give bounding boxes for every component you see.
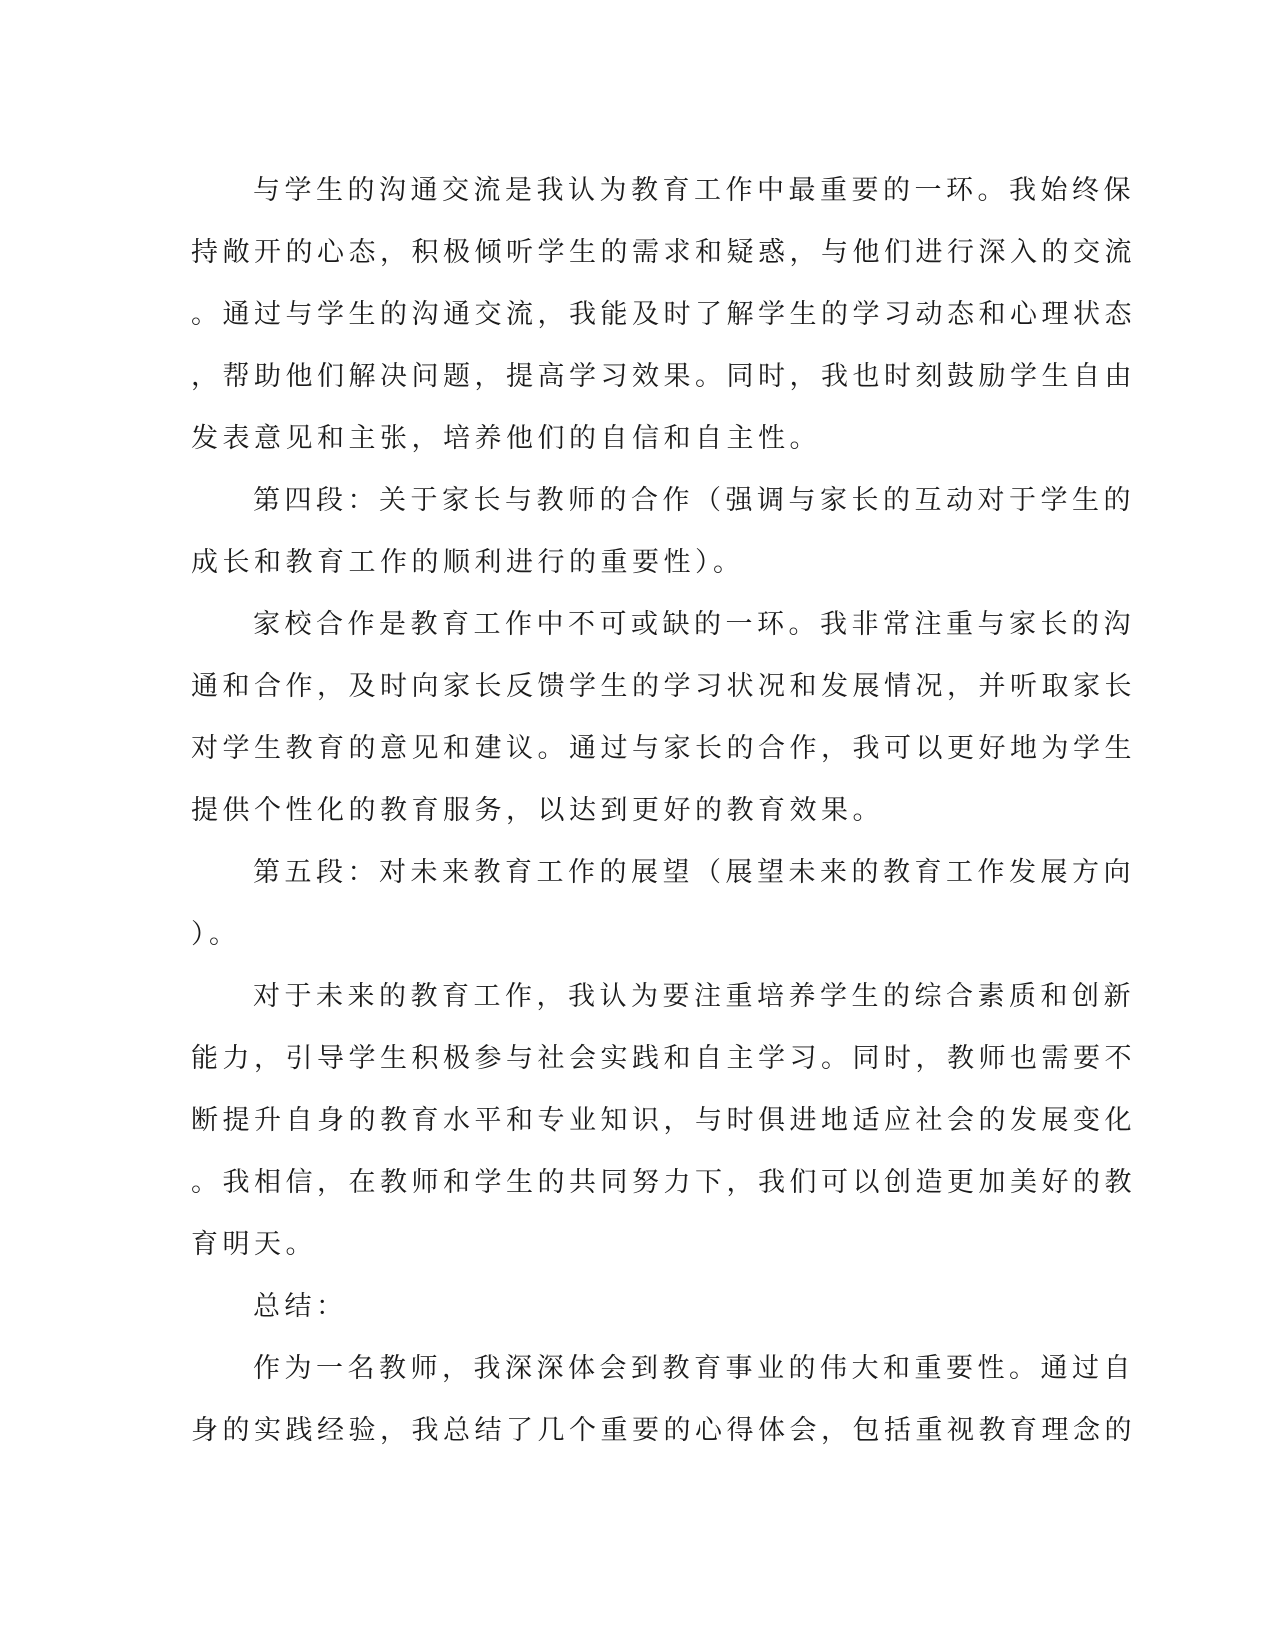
text-line: 提供个性化的教育服务，以达到更好的教育效果。 [191, 795, 884, 826]
text-line: 身的实践经验，我总结了几个重要的心得体会，包括重视教育理念的 [191, 1415, 1136, 1446]
summary-heading [191, 1276, 1086, 1338]
text-line: 对学生教育的意见和建议。通过与家长的合作，我可以更好地为学生 [191, 733, 1136, 764]
section-heading-5 [191, 842, 1135, 966]
text-line: 育明天。 [191, 1229, 317, 1260]
text-line: ，帮助他们解决问题，提高学习效果。同时，我也时刻鼓励学生自由 [191, 361, 1136, 392]
text-line: 作为一名教师，我深深体会到教育事业的伟大和重要性。通过自 [253, 1353, 1135, 1384]
text-line: 与学生的沟通交流是我认为教育工作中最重要的一环。我始终保 [253, 175, 1135, 206]
text-line: 通和合作，及时向家长反馈学生的学习状况和发展情况，并听取家长 [191, 671, 1136, 702]
paragraph-summary [191, 1338, 1136, 1462]
text-line: 第五段：对未来教育工作的展望（展望未来的教育工作发展方向 [253, 857, 1135, 888]
text-line: 。通过与学生的沟通交流，我能及时了解学生的学习动态和心理状态 [191, 299, 1136, 330]
section-heading-4 [191, 470, 1135, 594]
text-line: 。我相信，在教师和学生的共同努力下，我们可以创造更加美好的教 [191, 1167, 1136, 1198]
text-line: 断提升自身的教育水平和专业知识，与时俱进地适应社会的发展变化 [191, 1105, 1136, 1136]
text-line: ）。 [191, 919, 241, 950]
text-line: 能力，引导学生积极参与社会实践和自主学习。同时，教师也需要不 [191, 1043, 1136, 1074]
paragraph-student-communication [191, 160, 1136, 470]
text-line: 发表意见和主张，培养他们的自信和自主性。 [191, 423, 821, 454]
text-line: 持敞开的心态，积极倾听学生的需求和疑惑，与他们进行深入的交流 [191, 237, 1136, 268]
text-line: 家校合作是教育工作中不可或缺的一环。我非常注重与家长的沟 [253, 609, 1135, 640]
text-line: 第四段：关于家长与教师的合作（强调与家长的互动对于学生的 [253, 485, 1135, 516]
text-line: 总结： [253, 1291, 348, 1322]
paragraph-home-school-cooperation [191, 594, 1136, 842]
paragraph-future-outlook [191, 966, 1136, 1276]
document-body [191, 160, 1136, 1462]
text-line: 成长和教育工作的顺利进行的重要性）。 [191, 547, 745, 578]
text-line: 对于未来的教育工作，我认为要注重培养学生的综合素质和创新 [253, 981, 1135, 1012]
